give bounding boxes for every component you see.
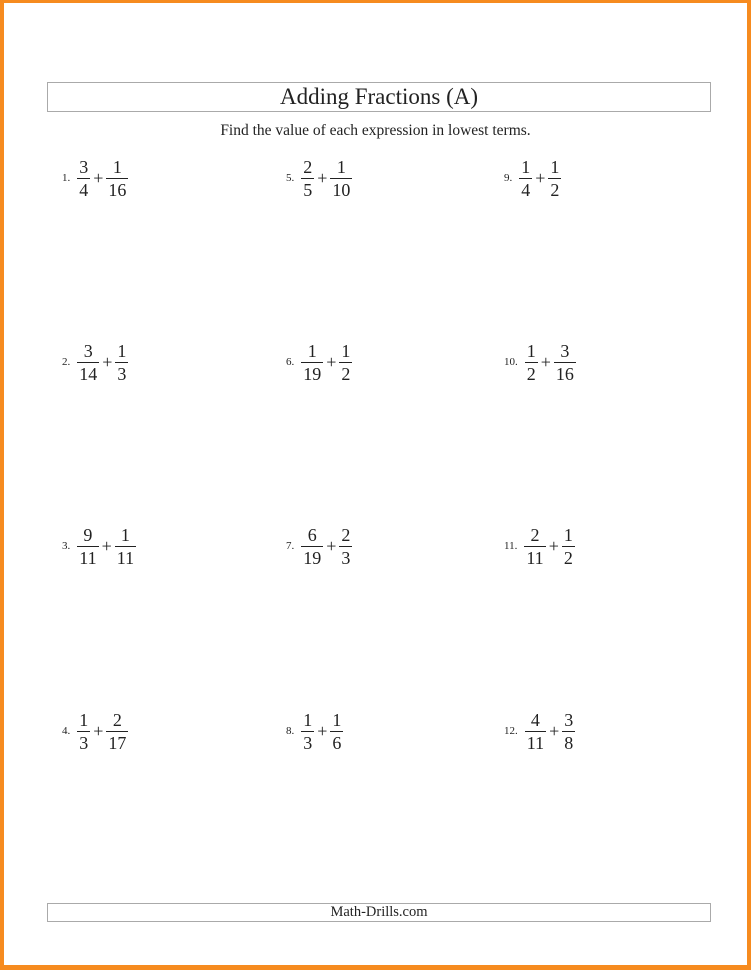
problem-number: 6. <box>286 356 295 368</box>
denominator: 16 <box>555 363 574 384</box>
problem-3 <box>62 521 136 571</box>
denominator: 19 <box>303 547 322 568</box>
numerator: 1 <box>307 340 317 361</box>
first-fraction <box>301 341 323 384</box>
numerator: 1 <box>117 340 127 361</box>
fraction-bar <box>339 546 352 547</box>
fraction-bar <box>301 546 323 547</box>
problem-number: 9. <box>504 172 513 184</box>
numerator: 4 <box>530 709 540 730</box>
problem-6 <box>286 337 352 387</box>
numerator: 1 <box>550 156 560 177</box>
first-fraction <box>77 525 98 568</box>
problem-number: 1. <box>62 172 71 184</box>
numerator: 1 <box>112 156 122 177</box>
denominator: 4 <box>521 179 531 200</box>
second-fraction <box>106 710 128 753</box>
numerator: 6 <box>307 524 317 545</box>
fraction-bar <box>106 178 128 179</box>
plus-sign: + <box>93 167 104 188</box>
fraction-bar <box>115 362 128 363</box>
numerator: 1 <box>303 709 313 730</box>
problem-10 <box>504 337 576 387</box>
numerator: 1 <box>120 524 130 545</box>
problem-number: 7. <box>286 540 295 552</box>
denominator: 11 <box>79 547 97 568</box>
instructions: Find the value of each expression in lowest terms. <box>220 122 531 139</box>
numerator: 1 <box>563 524 573 545</box>
denominator: 3 <box>303 732 313 753</box>
denominator: 19 <box>303 363 322 384</box>
fraction-bar <box>519 178 532 179</box>
fraction-bar <box>339 362 352 363</box>
first-fraction <box>301 710 314 753</box>
denominator: 6 <box>332 732 342 753</box>
problem-number: 8. <box>286 725 295 737</box>
fraction-bar <box>77 546 98 547</box>
problem-1 <box>62 153 128 203</box>
denominator: 16 <box>108 179 127 200</box>
second-fraction <box>115 525 136 568</box>
plus-sign: + <box>326 351 337 372</box>
numerator: 1 <box>79 709 89 730</box>
fraction-bar <box>106 731 128 732</box>
fraction-bar <box>301 731 314 732</box>
worksheet-title: Adding Fractions (A) <box>47 82 711 112</box>
problem-5 <box>286 153 352 203</box>
denominator: 3 <box>117 363 127 384</box>
fraction-bar <box>301 178 314 179</box>
numerator: 3 <box>79 156 89 177</box>
numerator: 2 <box>112 709 122 730</box>
second-fraction <box>548 157 561 200</box>
fraction-bar <box>330 731 343 732</box>
plus-sign: + <box>535 167 546 188</box>
denominator: 8 <box>564 732 574 753</box>
first-fraction <box>77 710 90 753</box>
plus-sign: + <box>102 351 113 372</box>
second-fraction <box>115 341 128 384</box>
numerator: 1 <box>526 340 536 361</box>
problem-number: 5. <box>286 172 295 184</box>
first-fraction <box>77 157 90 200</box>
first-fraction <box>525 710 546 753</box>
numerator: 3 <box>564 709 574 730</box>
fraction-bar <box>77 731 90 732</box>
plus-sign: + <box>101 535 112 556</box>
plus-sign: + <box>548 535 559 556</box>
denominator: 2 <box>341 363 351 384</box>
second-fraction <box>330 157 352 200</box>
numerator: 1 <box>341 340 351 361</box>
first-fraction <box>301 157 314 200</box>
problem-number: 10. <box>504 356 518 368</box>
problem-9 <box>504 153 561 203</box>
problem-number: 4. <box>62 725 71 737</box>
plus-sign: + <box>326 535 337 556</box>
fraction-bar <box>525 731 546 732</box>
second-fraction <box>339 341 352 384</box>
denominator: 14 <box>79 363 98 384</box>
plus-sign: + <box>549 720 560 741</box>
denominator: 5 <box>303 179 313 200</box>
numerator: 2 <box>341 524 351 545</box>
second-fraction <box>330 710 343 753</box>
fraction-bar <box>562 546 575 547</box>
second-fraction <box>106 157 128 200</box>
denominator: 4 <box>79 179 89 200</box>
denominator: 10 <box>332 179 351 200</box>
plus-sign: + <box>540 351 551 372</box>
problem-8 <box>286 706 343 756</box>
numerator: 9 <box>83 524 93 545</box>
fraction-bar <box>562 731 575 732</box>
denominator: 11 <box>526 732 545 753</box>
fraction-bar <box>525 362 538 363</box>
plus-sign: + <box>317 720 328 741</box>
first-fraction <box>519 157 532 200</box>
problem-number: 3. <box>62 540 71 552</box>
plus-sign: + <box>93 720 104 741</box>
denominator: 2 <box>563 547 573 568</box>
numerator: 1 <box>521 156 531 177</box>
numerator: 3 <box>560 340 570 361</box>
problem-number: 2. <box>62 356 71 368</box>
fraction-bar <box>115 546 136 547</box>
problem-4 <box>62 706 128 756</box>
first-fraction <box>77 341 99 384</box>
denominator: 2 <box>526 363 536 384</box>
denominator: 3 <box>79 732 89 753</box>
fraction-bar <box>77 362 99 363</box>
second-fraction <box>562 710 575 753</box>
plus-sign: + <box>317 167 328 188</box>
fraction-bar <box>548 178 561 179</box>
problem-number: 12. <box>504 725 518 737</box>
numerator: 1 <box>332 709 342 730</box>
fraction-bar <box>554 362 576 363</box>
fraction-bar <box>301 362 323 363</box>
first-fraction <box>301 525 323 568</box>
footer: Math-Drills.com <box>47 903 711 922</box>
numerator: 2 <box>530 524 540 545</box>
problem-number: 11. <box>504 540 518 552</box>
numerator: 3 <box>83 340 93 361</box>
problem-2 <box>62 337 128 387</box>
problem-12 <box>504 706 575 756</box>
denominator: 3 <box>341 547 351 568</box>
second-fraction <box>554 341 576 384</box>
second-fraction <box>339 525 352 568</box>
denominator: 2 <box>550 179 560 200</box>
first-fraction <box>525 341 538 384</box>
denominator: 11 <box>526 547 544 568</box>
numerator: 1 <box>336 156 346 177</box>
fraction-bar <box>77 178 90 179</box>
denominator: 11 <box>116 547 135 568</box>
problem-11 <box>504 521 575 571</box>
first-fraction <box>524 525 545 568</box>
denominator: 17 <box>108 732 127 753</box>
fraction-bar <box>524 546 545 547</box>
fraction-bar <box>330 178 352 179</box>
numerator: 2 <box>303 156 313 177</box>
problem-7 <box>286 521 352 571</box>
second-fraction <box>562 525 575 568</box>
